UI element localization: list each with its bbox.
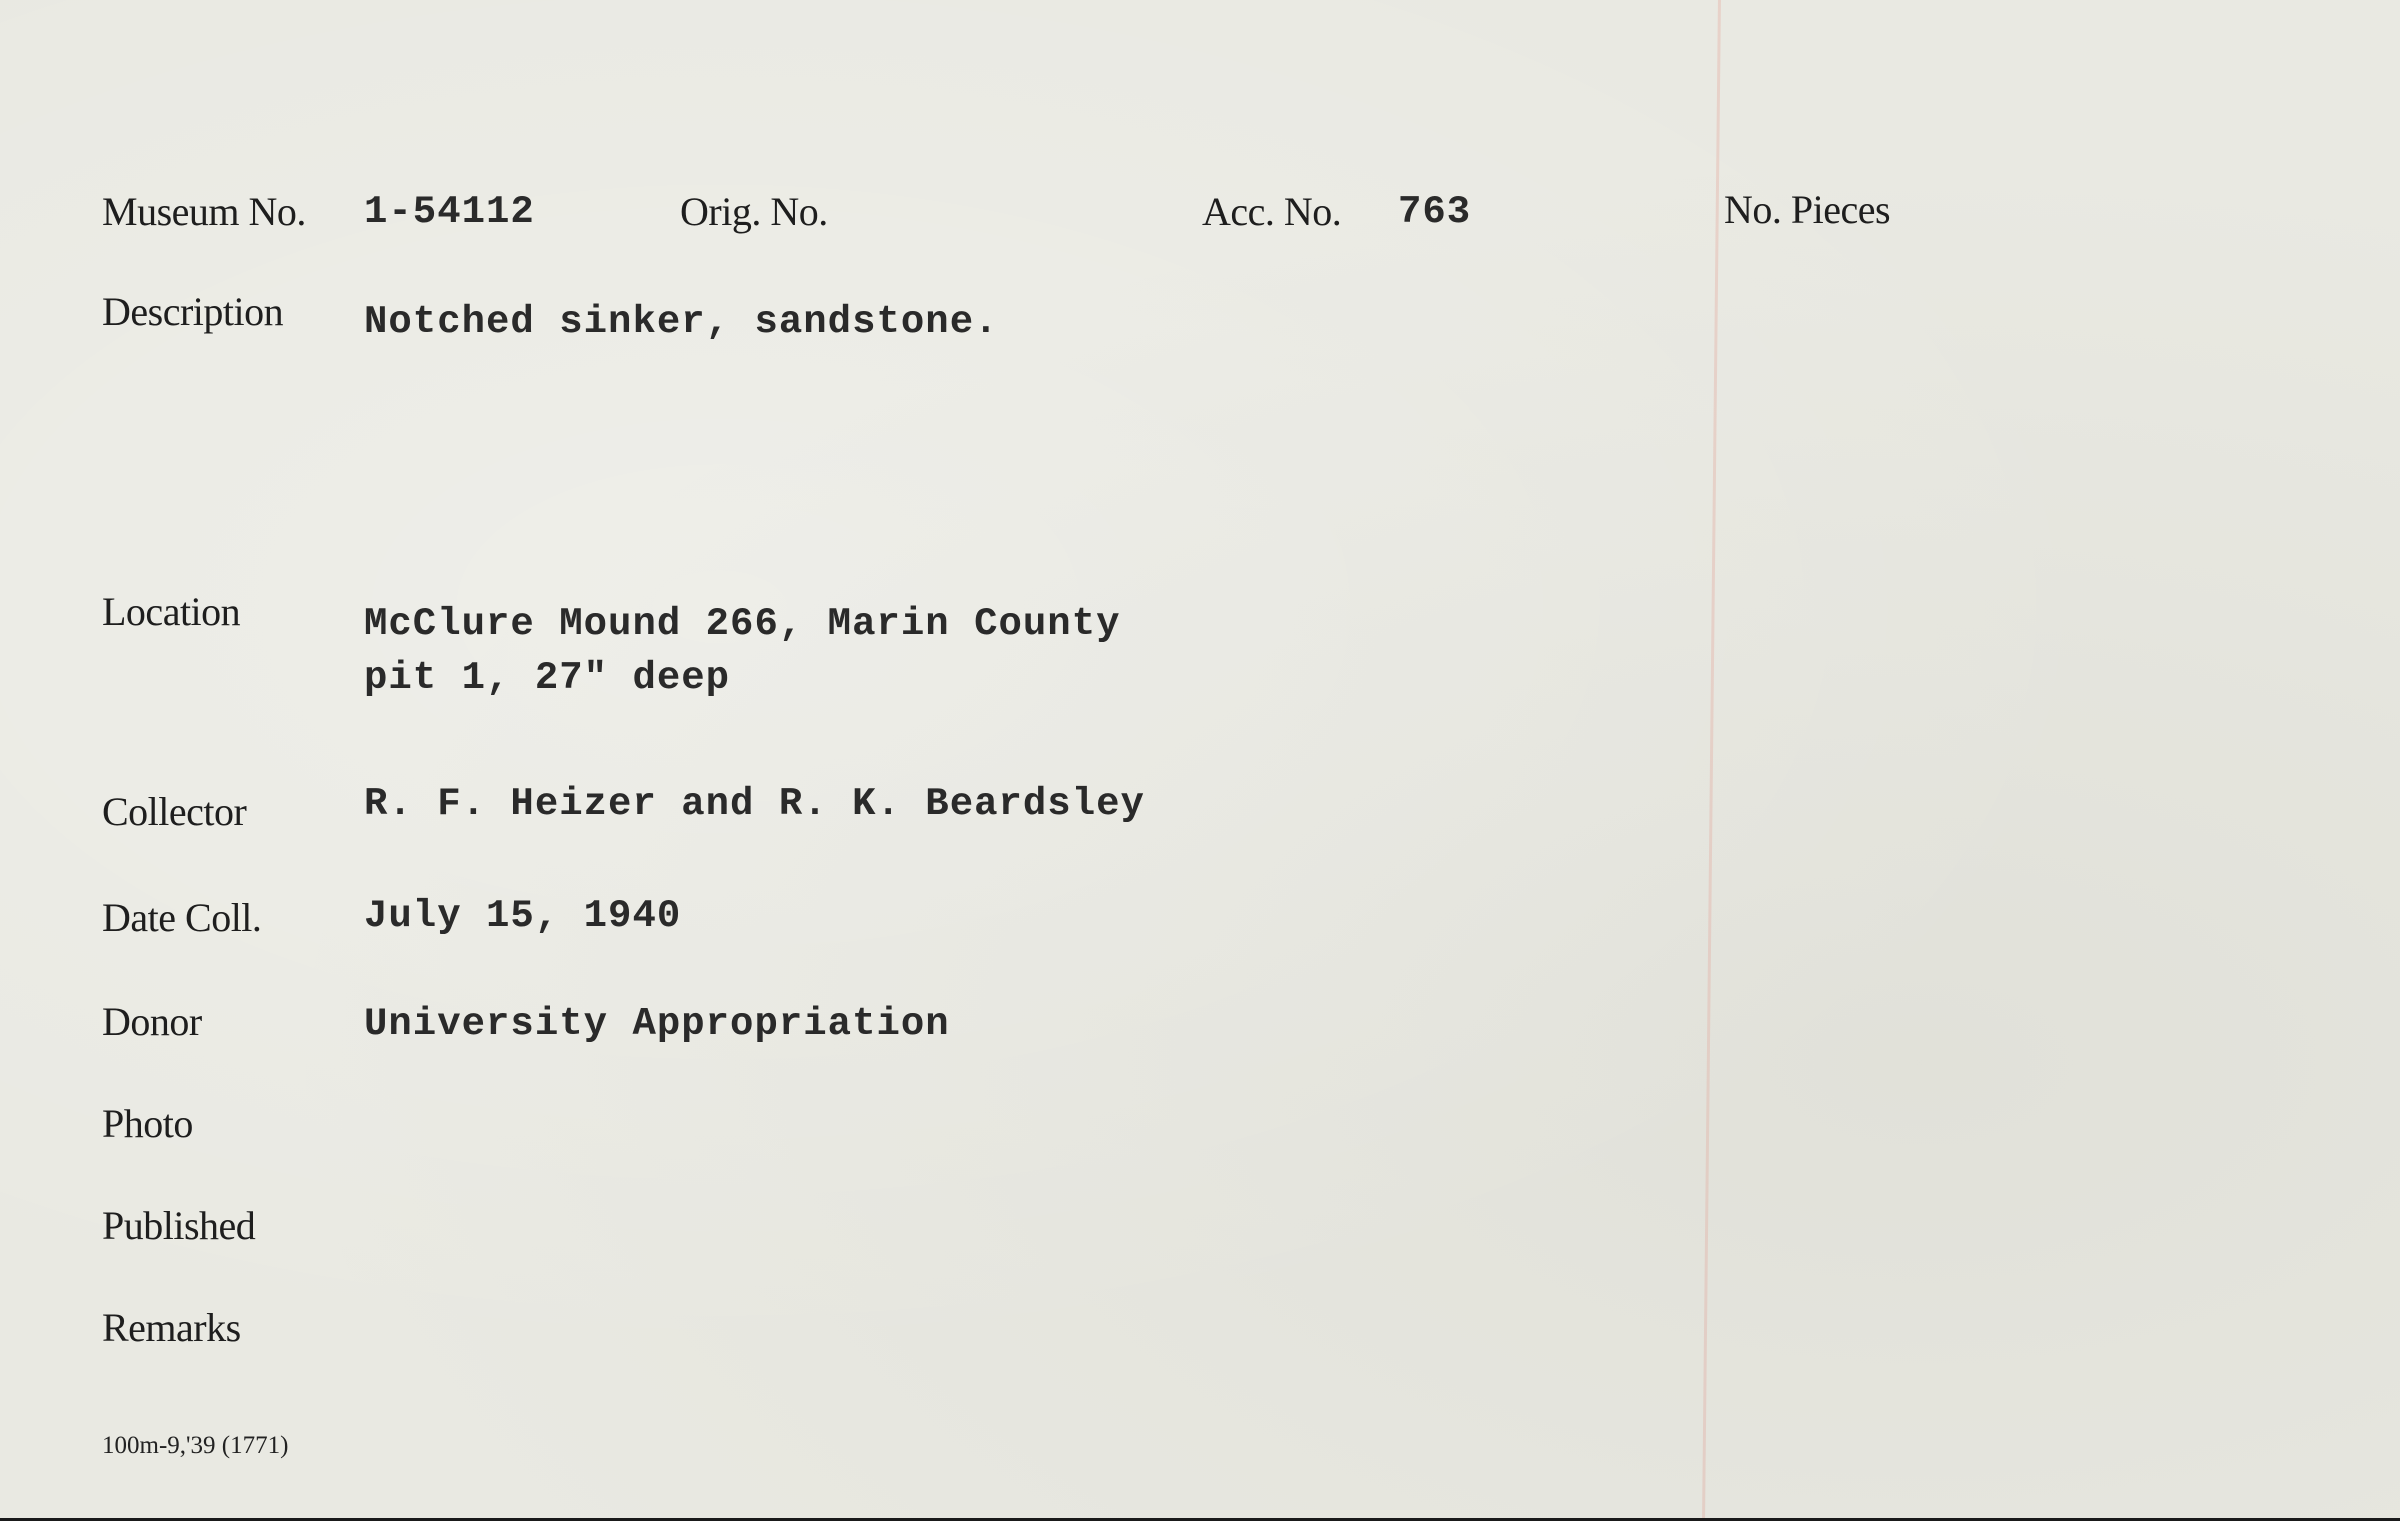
description-label: Description [102,289,284,334]
no-pieces-label: No. Pieces [1724,187,1891,232]
description-value: Notched sinker, sandstone. [364,300,999,344]
print-code: 100m-9,'39 (1771) [102,1432,289,1459]
museum-no-label: Museum No. [102,189,306,234]
date-coll-value: July 15, 1940 [364,894,682,938]
collector-label: Collector [102,789,247,834]
acc-no-value: 763 [1398,190,1472,234]
donor-label: Donor [102,999,202,1044]
published-label: Published [102,1203,256,1248]
date-coll-label: Date Coll. [102,895,262,940]
museum-no-value: 1-54112 [364,190,535,234]
location-label: Location [102,589,241,634]
location-line-2: pit 1, 27" deep [364,656,731,700]
acc-no-label: Acc. No. [1202,189,1342,234]
donor-value: University Appropriation [364,1002,950,1046]
remarks-label: Remarks [102,1305,241,1350]
collector-value: R. F. Heizer and R. K. Beardsley [364,782,1145,826]
orig-no-label: Orig. No. [680,189,828,234]
location-line-1: McClure Mound 266, Marin County [364,602,1121,646]
photo-label: Photo [102,1101,193,1146]
margin-rule [1702,0,1721,1518]
